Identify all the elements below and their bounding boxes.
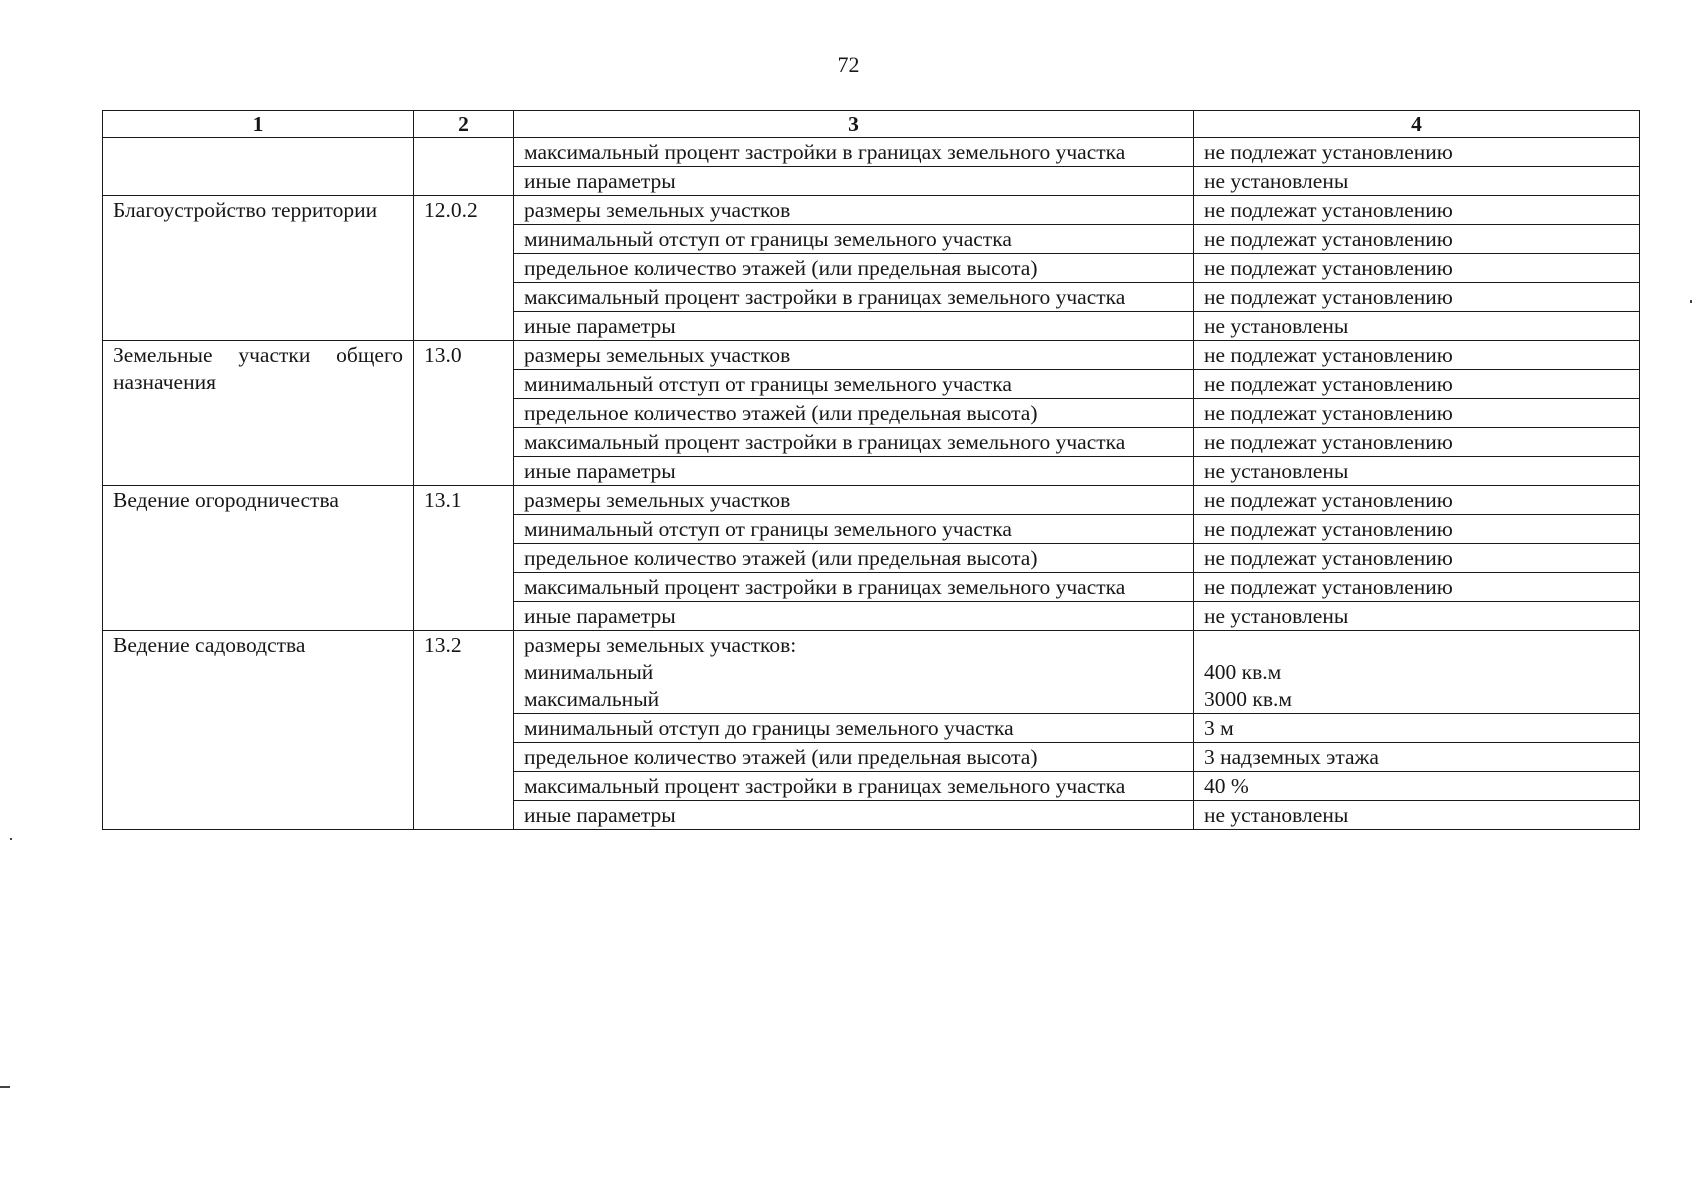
value-cell: 3 надземных этажа	[1194, 743, 1640, 772]
value-cell: не подлежат установлению	[1194, 225, 1640, 254]
value-cell: не подлежат установлению	[1194, 370, 1640, 399]
table-row	[103, 486, 1640, 515]
use-code-cell	[414, 138, 514, 196]
param-cell: максимальный процент застройки в границах земельного участка	[514, 573, 1194, 602]
table-row	[103, 196, 1640, 225]
value-cell: не подлежат установлению	[1194, 544, 1640, 573]
value-cell: не подлежат установлению	[1194, 515, 1640, 544]
use-name-cell: Ведение огородничества	[103, 486, 414, 631]
param-cell: минимальный отступ от границы земельного участка	[514, 370, 1194, 399]
value-line	[1204, 632, 1629, 659]
param-cell: предельное количество этажей (или предельная высота)	[514, 254, 1194, 283]
scan-dot	[1690, 300, 1692, 303]
param-cell: иные параметры	[514, 167, 1194, 196]
param-cell: максимальный процент застройки в границах земельного участка	[514, 772, 1194, 801]
scan-mark	[0, 1086, 10, 1088]
use-name-cell: Земельные участки общего назначения	[103, 341, 414, 486]
use-name-cell: Благоустройство территории	[103, 196, 414, 341]
value-cell: не установлены	[1194, 602, 1640, 631]
use-name-cell: Ведение садоводства	[103, 631, 414, 830]
use-code-cell: 12.0.2	[414, 196, 514, 341]
param-cell: максимальный процент застройки в границах земельного участка	[514, 138, 1194, 167]
page-number: 72	[837, 52, 860, 77]
value-cell: не подлежат установлению	[1194, 341, 1640, 370]
param-cell: размеры земельных участков	[514, 486, 1194, 515]
table-row	[103, 631, 1640, 714]
value-cell: 40 %	[1194, 772, 1640, 801]
scan-dot	[10, 838, 12, 840]
param-cell: предельное количество этажей (или предельная высота)	[514, 544, 1194, 573]
header-col-2: 2	[414, 111, 514, 138]
param-line: размеры земельных участков:	[524, 633, 797, 657]
use-code-cell: 13.1	[414, 486, 514, 631]
value-cell	[1194, 631, 1640, 714]
value-cell: не подлежат установлению	[1194, 399, 1640, 428]
use-code-cell: 13.2	[414, 631, 514, 830]
param-cell: иные параметры	[514, 602, 1194, 631]
param-cell: иные параметры	[514, 457, 1194, 486]
param-cell	[514, 631, 1194, 714]
param-cell: минимальный отступ от границы земельного участка	[514, 515, 1194, 544]
use-code-cell: 13.0	[414, 341, 514, 486]
value-cell: не подлежат установлению	[1194, 196, 1640, 225]
param-cell: предельное количество этажей (или предельная высота)	[514, 743, 1194, 772]
value-cell: не подлежат установлению	[1194, 254, 1640, 283]
value-line: 400 кв.м	[1204, 660, 1282, 684]
value-cell: не подлежат установлению	[1194, 573, 1640, 602]
value-cell: не установлены	[1194, 801, 1640, 830]
value-cell: не подлежат установлению	[1194, 428, 1640, 457]
header-col-1: 1	[103, 111, 414, 138]
param-cell: размеры земельных участков	[514, 196, 1194, 225]
parameters-table	[102, 110, 1640, 830]
header-row	[103, 111, 1640, 138]
value-cell: не подлежат установлению	[1194, 486, 1640, 515]
value-cell: не установлены	[1194, 167, 1640, 196]
param-line: минимальный	[524, 660, 654, 684]
param-cell: предельное количество этажей (или предельная высота)	[514, 399, 1194, 428]
use-name-cell	[103, 138, 414, 196]
table-row	[103, 138, 1640, 167]
param-line: максимальный	[524, 687, 660, 711]
param-cell: иные параметры	[514, 312, 1194, 341]
value-cell: не подлежат установлению	[1194, 138, 1640, 167]
param-cell: минимальный отступ до границы земельного участка	[514, 714, 1194, 743]
param-cell: минимальный отступ от границы земельного участка	[514, 225, 1194, 254]
table-row	[103, 341, 1640, 370]
param-cell: размеры земельных участков	[514, 341, 1194, 370]
param-cell: максимальный процент застройки в границах земельного участка	[514, 283, 1194, 312]
header-col-3: 3	[514, 111, 1194, 138]
header-col-4: 4	[1194, 111, 1640, 138]
value-cell: не установлены	[1194, 457, 1640, 486]
value-cell: 3 м	[1194, 714, 1640, 743]
param-cell: максимальный процент застройки в границах земельного участка	[514, 428, 1194, 457]
param-cell: иные параметры	[514, 801, 1194, 830]
value-cell: не подлежат установлению	[1194, 283, 1640, 312]
value-cell: не установлены	[1194, 312, 1640, 341]
value-line: 3000 кв.м	[1204, 687, 1292, 711]
